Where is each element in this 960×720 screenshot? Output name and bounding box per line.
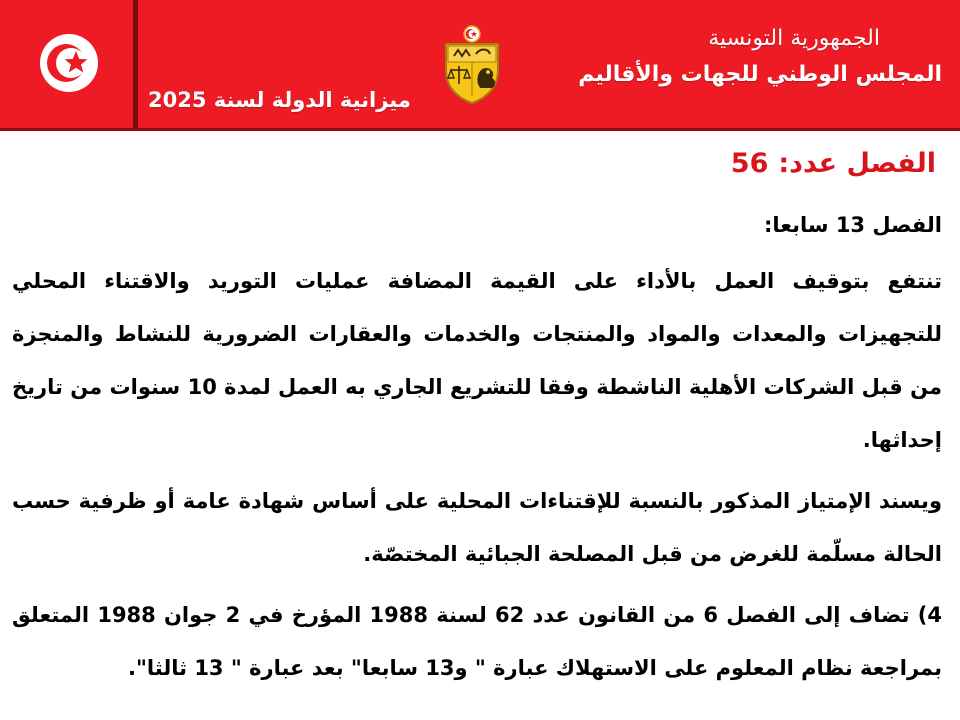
paragraph: 4) تضاف إلى الفصل 6 من القانون عدد 62 لسنة 1988 المؤرخ في 2 جوان 1988 المتعلق بمراجعة نظام المعلوم على الاستهلاك عبارة " و13 سابعا" بعد عبارة " 13 ثالثا". [12,603,942,680]
document-body [12,205,942,695]
chapter-heading [731,148,936,179]
article-subheading: الفصل 13 سابعا: [763,213,942,237]
paragraph: تنتفع بتوقيف العمل بالأداء على القيمة المضافة عمليات التوريد والاقتناء المحلي للتجهيزات والمعدات والمواد والمنتجات والخدمات والعقارات الضرورية للنشاط والمنجزة من قبل الشركات الأهلية الناشطة وفقا للتشريع الجاري به العمل لمدة 10 سنوات من تاريخ إحداثها. [12,269,942,452]
budget-title: ميزانية الدولة لسنة 2025 [148,88,411,112]
header-divider [133,0,138,130]
chapter-label: الفصل عدد: [778,148,936,179]
chapter-number: 56 [730,148,769,179]
paragraph: ويسند الإمتياز المذكور بالنسبة للإقتناءات المحلية على أساس شهادة عامة أو ظرفية حسب الحالة مسلّمة للغرض من قبل المصلحة الجبائية المختصّة. [12,489,942,566]
republic-name: الجمهورية التونسية [708,26,880,51]
header-banner [0,0,960,130]
flag-panel [0,0,133,130]
tunisia-coat-of-arms-icon [440,24,504,104]
council-name: المجلس الوطني للجهات والأقاليم [578,62,942,87]
header-bottom-rule [0,128,960,131]
tunisia-flag-icon [36,30,102,96]
